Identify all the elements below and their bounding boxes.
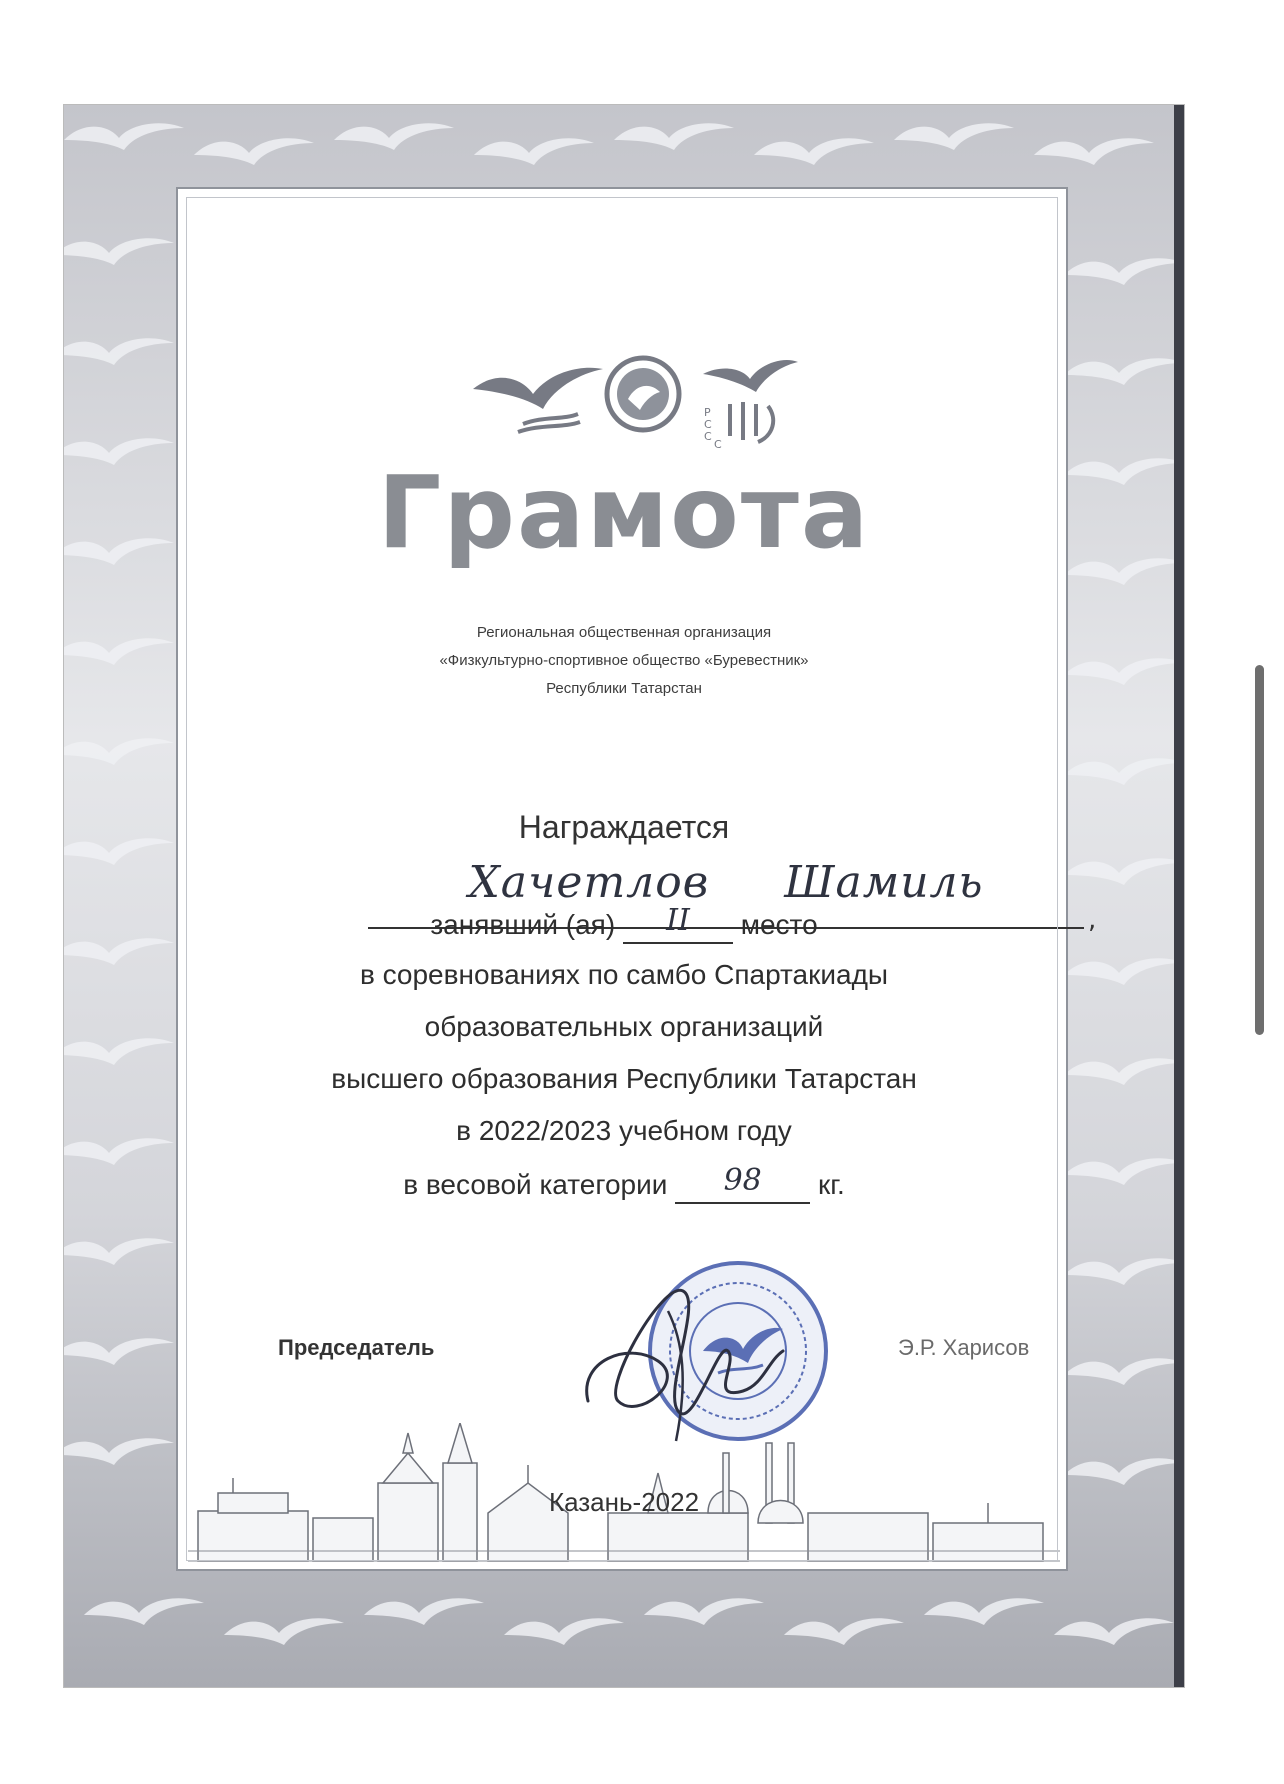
svg-text:С: С [714,438,722,451]
place-fill-blank [623,903,733,944]
organization-block [178,619,1070,703]
competition-line-1: в соревнованиях по самбо Спартакиады [359,959,889,990]
weight-value-handwritten: 98 [723,1163,762,1198]
signature-icon [587,1290,783,1441]
certificate-title: Грамота [377,454,871,571]
organization-line-1: Региональная общественная организация [476,624,772,641]
official-seal-icon [650,1263,826,1439]
place-line [178,903,1070,944]
chairman-label: Председатель [278,1335,435,1360]
chairman-name: Э.Р. Харисов [898,1335,1030,1360]
certificate-sheet [64,105,1184,1687]
competition-line-3: высшего образования Республики Татарстан [331,1063,917,1094]
svg-text:С: С [704,418,712,431]
seal-and-signature [568,1251,848,1471]
recipient-name-line [368,927,1084,929]
awarded-label: Награждается [518,809,730,845]
weight-prefix: в весовой категории [403,1169,668,1200]
petrel-logo-icon [473,368,603,432]
certificate-inner-panel [176,187,1097,1571]
organization-line-3: Республики Татарстан [546,680,702,697]
place-value-handwritten: II [666,903,690,938]
city-year-label: Казань-2022 [548,1487,700,1517]
weight-unit: кг. [817,1169,845,1200]
svg-text:Р: Р [704,406,711,419]
place-prefix: занявший (ая) [430,909,616,940]
kazan-skyline-illustration [188,1423,1060,1567]
recipient-name-handwritten: Хачетлов Шамиль [468,857,984,908]
competition-line-4: в 2022/2023 учебном году [456,1115,792,1146]
organization-line-2: «Физкультурно-спортивное общество «Буревестник» [439,652,809,669]
weight-line [178,1163,1070,1204]
scrollbar[interactable] [1255,665,1264,1035]
svg-text:С: С [704,430,712,443]
federation-logo-icon [703,360,798,451]
name-comma: , [1088,905,1097,935]
emblem-icon [607,358,679,430]
weight-fill-blank [675,1163,810,1204]
competition-line-2: образовательных организаций [424,1011,824,1042]
logos-row [468,344,798,454]
place-suffix: место [740,909,818,940]
